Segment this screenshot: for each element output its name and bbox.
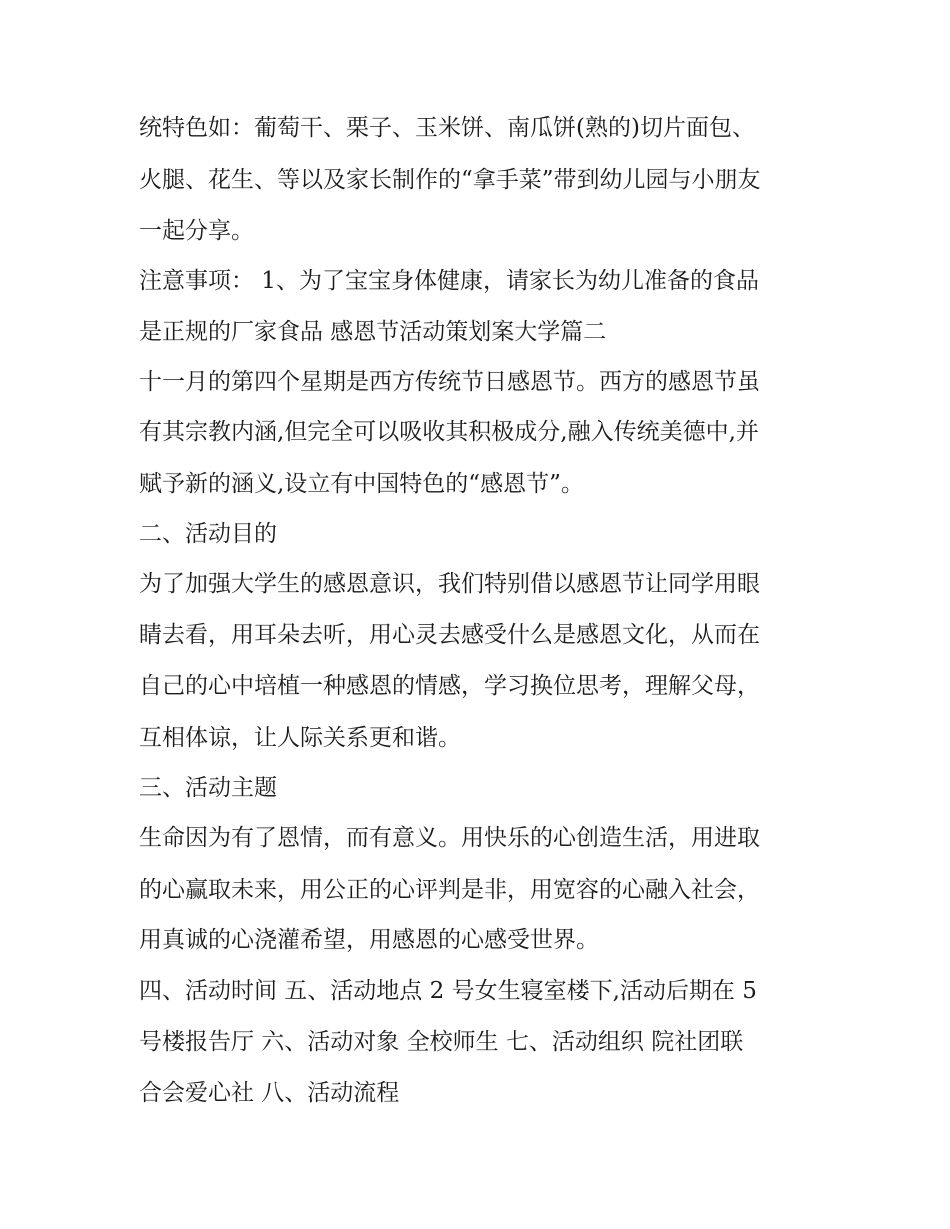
- text-line: 一起分享。: [139, 218, 254, 244]
- text-line: 是正规的厂家食品 感恩节活动策划案大学篇二: [139, 319, 607, 345]
- text-line: 十一月的第四个星期是西方传统节日感恩节。西方的感恩节虽: [139, 369, 760, 395]
- text-line: 互相体谅，让人际关系更和谐。: [139, 725, 461, 751]
- text-line: 为了加强大学生的感恩意识，我们特别借以感恩节让同学用眼: [139, 571, 760, 597]
- text-line: 生命因为有了恩情，而有意义。用快乐的心创造生活，用进取: [139, 825, 760, 851]
- text-line: 有其宗教内涵,但完全可以吸收其积极成分,融入传统美德中,并: [139, 419, 759, 445]
- text-line: 合会爱心社 八、活动流程: [139, 1080, 400, 1106]
- text-line: 火腿、花生、等以及家长制作的“拿手菜”带到幼儿园与小朋友: [139, 167, 761, 193]
- text-line: 号楼报告厅 六、活动对象 全校师生 七、活动组织 院社团联: [139, 1029, 744, 1055]
- text-line: 自己的心中培植一种感恩的情感，学习换位思考，理解父母，: [139, 673, 760, 699]
- text-line: 睛去看，用耳朵去听，用心灵去感受什么是感恩文化，从而在: [139, 622, 760, 648]
- section-heading: 三、活动主题: [139, 775, 277, 801]
- text-line: 四、活动时间 五、活动地点 2 号女生寝室楼下,活动后期在 5: [139, 978, 757, 1004]
- section-heading: 二、活动目的: [139, 521, 277, 547]
- text-line: 的心赢取未来，用公正的心评判是非，用宽容的心融入社会，: [139, 877, 760, 903]
- text-line: 赋予新的涵义,设立有中国特色的“感恩节”。: [139, 471, 584, 497]
- text-line: 统特色如：葡萄干、栗子、玉米饼、南瓜饼(熟的)切片面包、: [139, 115, 755, 141]
- text-line: 注意事项： 1、为了宝宝身体健康，请家长为幼儿准备的食品: [139, 268, 759, 294]
- text-line: 用真诚的心浇灌希望，用感恩的心感受世界。: [139, 927, 599, 953]
